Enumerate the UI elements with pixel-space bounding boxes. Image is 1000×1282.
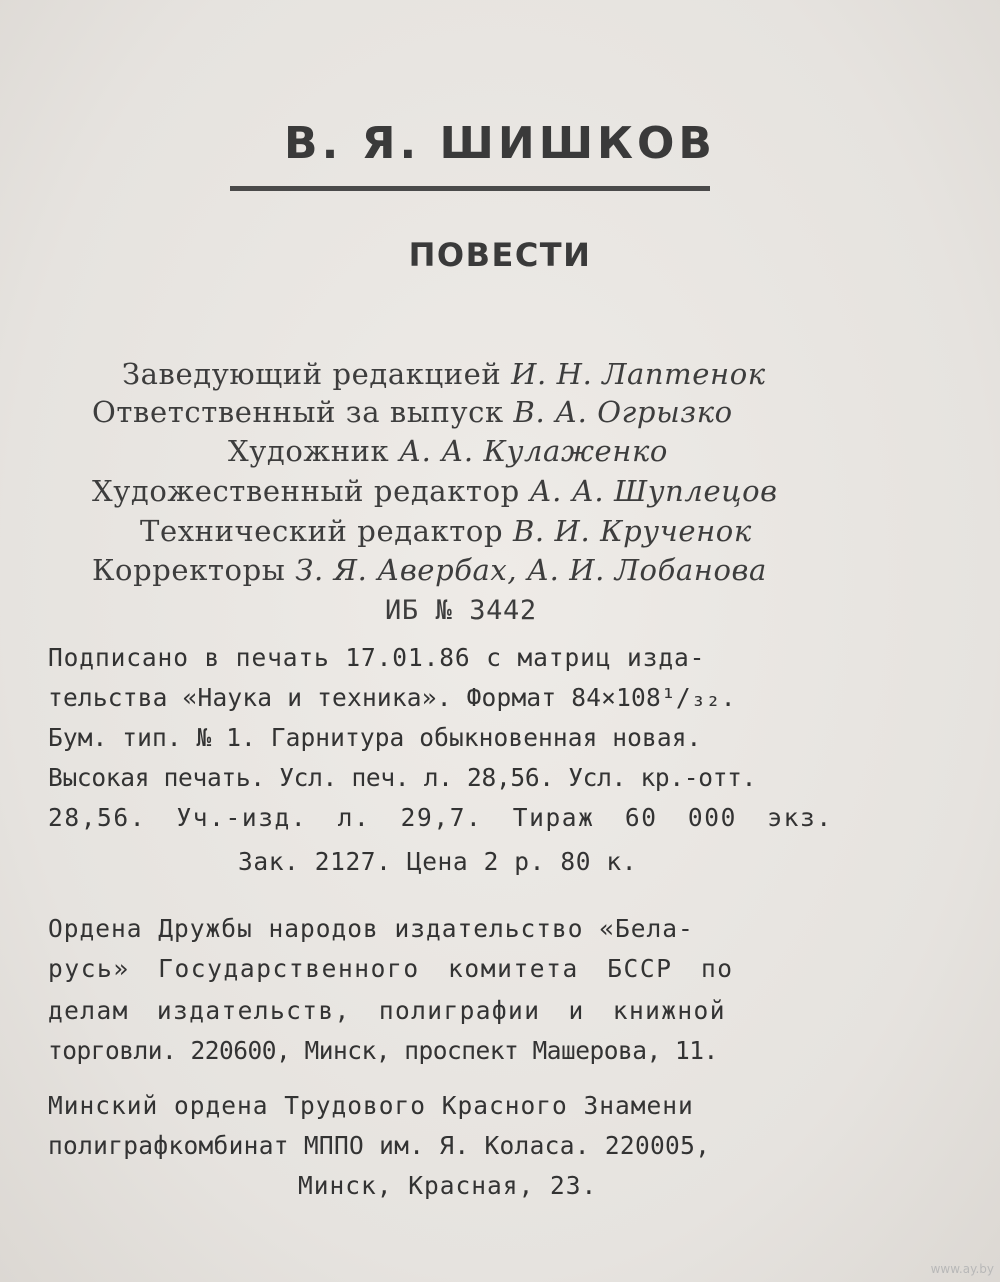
credit-person: В. А. Огрызко <box>513 395 733 429</box>
book-title: ПОВЕСТИ <box>408 236 592 274</box>
credit-line <box>122 357 766 391</box>
credit-person: И. Н. Лаптенок <box>511 357 766 391</box>
printer-line: Минск, Красная, 23. <box>298 1171 598 1200</box>
credit-line <box>140 514 752 548</box>
credit-line <box>228 434 668 468</box>
ib-number: ИБ № 3442 <box>385 595 537 626</box>
author-name: В. Я. ШИШКОВ <box>284 118 716 169</box>
printer-line: полиграфкомбинат МППО им. Я. Коласа. 220005, <box>48 1131 711 1160</box>
publisher-line: делам издательств, полиграфии и книжной <box>48 996 726 1025</box>
credit-role: Технический редактор <box>140 514 504 548</box>
publisher-line: торговли. 220600, Минск, проспект Машерова, 11. <box>48 1036 718 1065</box>
credit-person: А. А. Шуплецов <box>529 474 778 508</box>
credit-role: Художественный редактор <box>92 474 520 508</box>
print-info-line: Зак. 2127. Цена 2 р. 80 к. <box>238 847 638 876</box>
credit-line <box>92 553 767 587</box>
credit-role: Художник <box>228 434 390 468</box>
print-info-line: Бум. тип. № 1. Гарнитура обыкновенная новая. <box>48 723 702 752</box>
print-info-line: 28,56. Уч.-изд. л. 29,7. Тираж 60 000 экз. <box>48 803 833 832</box>
print-info-line: Высокая печать. Усл. печ. л. 28,56. Усл. кр.-отт. <box>48 763 757 792</box>
print-info-line: тельства «Наука и техника». Формат 84×108¹/₃₂. <box>48 683 736 712</box>
title-divider <box>230 186 710 191</box>
credit-role: Ответственный за выпуск <box>92 395 504 429</box>
credit-person: А. А. Кулаженко <box>399 434 668 468</box>
credit-person: З. Я. Авербах, А. И. Лобанова <box>295 553 767 587</box>
credit-person: В. И. Крученок <box>513 514 752 548</box>
credit-line <box>92 474 778 508</box>
printer-line: Минский ордена Трудового Красного Знамени <box>48 1091 694 1120</box>
publisher-line: русь» Государственного комитета БССР по <box>48 954 734 983</box>
credit-role: Корректоры <box>92 553 286 587</box>
credit-role: Заведующий редакцией <box>122 357 502 391</box>
publisher-line: Ордена Дружбы народов издательство «Бела- <box>48 914 694 943</box>
watermark: www.ay.by <box>930 1262 994 1276</box>
print-info-line: Подписано в печать 17.01.86 с матриц изда- <box>48 643 706 672</box>
credit-line <box>92 395 733 429</box>
